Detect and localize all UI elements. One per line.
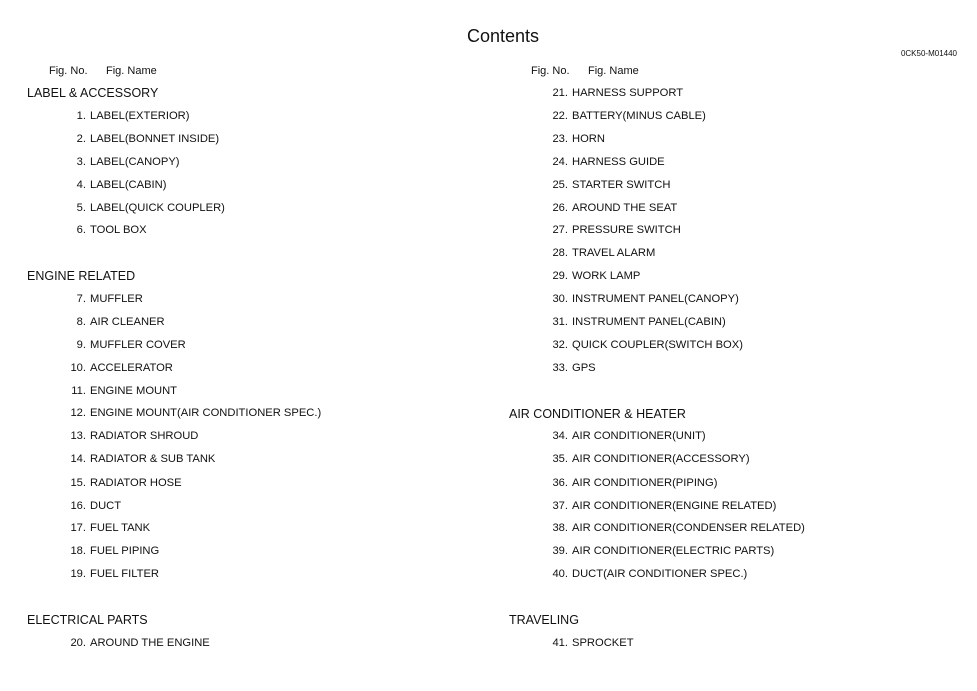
fig-number: 13. [70,430,86,442]
fig-number: 39. [552,545,568,557]
fig-name: PRESSURE SWITCH [572,224,681,236]
fig-name: ACCELERATOR [90,362,173,374]
section-heading: LABEL & ACCESSORY [27,86,159,100]
fig-name: GPS [572,362,596,374]
fig-number: 9. [76,339,86,351]
fig-number: 10. [70,362,86,374]
fig-number: 12. [70,407,86,419]
fig-number: 7. [76,293,86,305]
fig-number: 25. [552,179,568,191]
fig-name: LABEL(BONNET INSIDE) [90,133,220,145]
page-title: Contents [466,26,540,46]
fig-number: 2. [76,133,86,145]
fig-name: HORN [572,133,605,145]
fig-number: 6. [76,224,86,236]
fig-name: INSTRUMENT PANEL(CANOPY) [572,293,739,305]
fig-name: LABEL(QUICK COUPLER) [90,202,225,214]
fig-number: 37. [552,500,568,512]
fig-name: RADIATOR SHROUD [90,430,199,442]
fig-name: LABEL(CABIN) [90,179,167,191]
fig-number: 32. [552,339,568,351]
fig-number: 3. [76,156,86,168]
fig-name: FUEL TANK [90,522,151,534]
fig-number: 27. [552,224,568,236]
fig-number: 34. [552,430,568,442]
fig-name: TRAVEL ALARM [572,247,656,259]
fig-name: HARNESS SUPPORT [572,87,684,99]
fig-name: ENGINE MOUNT [90,385,178,397]
contents-column-right [482,0,962,691]
fig-name: SPROCKET [572,637,634,649]
fig-name: HARNESS GUIDE [572,156,665,168]
fig-number: 19. [70,568,86,580]
fig-number: 31. [552,316,568,328]
fig-name: DUCT [90,500,122,512]
fig-name: AIR CONDITIONER(ELECTRIC PARTS) [572,545,775,557]
fig-name: DUCT(AIR CONDITIONER SPEC.) [572,568,748,580]
fig-number: 8. [76,316,86,328]
fig-number: 17. [70,522,86,534]
fig-name-header: Fig. Name [106,65,157,77]
fig-name: STARTER SWITCH [572,179,671,191]
fig-number: 36. [552,477,568,489]
fig-name: MUFFLER [90,293,143,305]
fig-number: 5. [76,202,86,214]
fig-name: WORK LAMP [572,270,641,282]
fig-name: LABEL(CANOPY) [90,156,180,168]
fig-name: QUICK COUPLER(SWITCH BOX) [572,339,743,351]
fig-name: INSTRUMENT PANEL(CABIN) [572,316,726,328]
fig-name: AIR CONDITIONER(PIPING) [572,477,718,489]
fig-name: AIR CLEANER [90,316,165,328]
fig-number: 14. [70,453,86,465]
fig-name: BATTERY(MINUS CABLE) [572,110,706,122]
fig-number: 28. [552,247,568,259]
fig-number: 40. [552,568,568,580]
fig-name: AROUND THE ENGINE [90,637,210,649]
fig-number: 18. [70,545,86,557]
section-heading: ELECTRICAL PARTS [27,613,148,627]
fig-name: AIR CONDITIONER(ENGINE RELATED) [572,500,777,512]
fig-number: 35. [552,453,568,465]
fig-name: FUEL FILTER [90,568,159,580]
section-heading: TRAVELING [509,613,579,627]
fig-no-header: Fig. No. [531,65,570,77]
fig-name: FUEL PIPING [90,545,160,557]
fig-number: 24. [552,156,568,168]
fig-number: 30. [552,293,568,305]
fig-name: ENGINE MOUNT(AIR CONDITIONER SPEC.) [90,407,322,419]
fig-number: 4. [76,179,86,191]
fig-name: AIR CONDITIONER(CONDENSER RELATED) [572,522,805,534]
section-heading: AIR CONDITIONER & HEATER [509,407,686,421]
fig-no-header: Fig. No. [49,65,88,77]
fig-name: AROUND THE SEAT [572,202,678,214]
document-code: 0CK50-M01440 [900,49,957,58]
fig-number: 15. [70,477,86,489]
fig-number: 16. [70,500,86,512]
fig-name: RADIATOR & SUB TANK [90,453,216,465]
fig-name: TOOL BOX [90,224,147,236]
fig-number: 29. [552,270,568,282]
fig-number: 38. [552,522,568,534]
fig-number: 1. [76,110,86,122]
fig-number: 26. [552,202,568,214]
fig-name: LABEL(EXTERIOR) [90,110,190,122]
contents-column-left [0,0,480,691]
fig-name: RADIATOR HOSE [90,477,182,489]
fig-name: AIR CONDITIONER(ACCESSORY) [572,453,750,465]
fig-number: 21. [552,87,568,99]
fig-name: AIR CONDITIONER(UNIT) [572,430,706,442]
section-heading: ENGINE RELATED [27,269,136,283]
fig-number: 41. [552,637,568,649]
fig-number: 22. [552,110,568,122]
fig-name: MUFFLER COVER [90,339,186,351]
fig-number: 33. [552,362,568,374]
fig-number: 23. [552,133,568,145]
fig-number: 11. [71,385,86,397]
fig-name-header: Fig. Name [588,65,639,77]
fig-number: 20. [70,637,86,649]
